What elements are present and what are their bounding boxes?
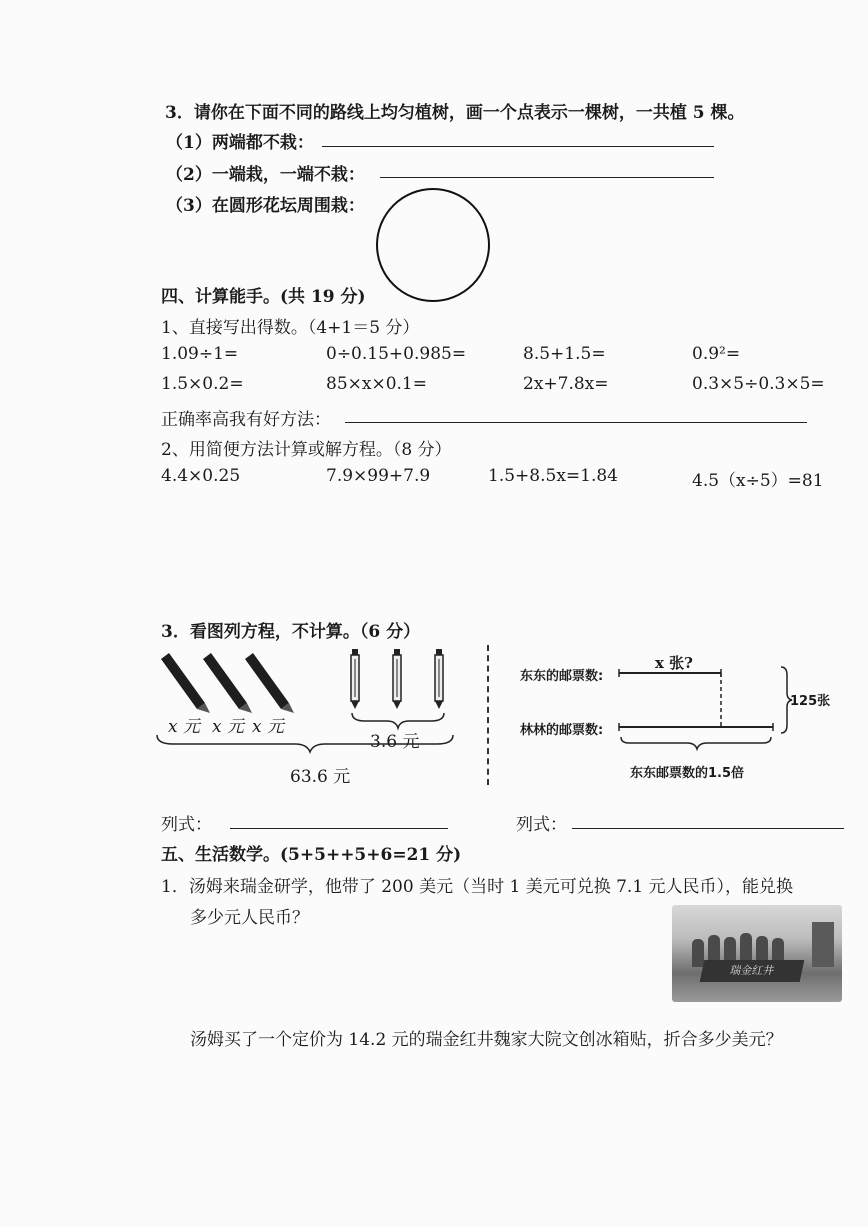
q3-item3-label: （3）在圆形花坛周围栽： — [166, 196, 365, 216]
equation-2: 7.9×99+7.9 — [326, 466, 431, 486]
direct-1-4: 0.9²= — [692, 344, 741, 364]
direct-1-1: 1.09÷1= — [161, 344, 239, 364]
figure-divider — [487, 645, 489, 785]
section5-q1-sub: 汤姆买了一个定价为 14.2 元的瑞金红井魏家大院文创冰箱贴，折合多少美元？ — [190, 1030, 783, 1050]
method-label: 正确率高我有好方法： — [161, 410, 331, 430]
pen-price-3: x 元 — [252, 717, 284, 737]
direct-1-3: 8.5+1.5= — [523, 344, 606, 364]
equation-3: 1.5+8.5x=1.84 — [488, 466, 618, 486]
diff-label: 125张 — [790, 694, 831, 709]
direct-2-4: 0.3×5÷0.3×5= — [692, 374, 825, 394]
q3-item2-label: （2）一端栽，一端不栽： — [166, 165, 365, 185]
total-price: 63.6 元 — [290, 767, 351, 787]
direct-2-3: 2x+7.8x= — [523, 374, 609, 394]
pencils-brace — [352, 713, 444, 728]
section4-part1-title: 1、直接写出得数。（4+1＝5 分） — [161, 318, 420, 338]
equation-1: 4.4×0.25 — [161, 466, 241, 486]
dongdong-label: 东东的邮票数: — [520, 669, 604, 684]
direct-1-2: 0÷0.15+0.985= — [326, 344, 467, 364]
pencil-icon — [351, 649, 359, 709]
section4-title: 四、计算能手。(共 19 分) — [161, 287, 366, 307]
stamps-line-diagram — [615, 665, 815, 755]
ruijin-photo — [672, 905, 842, 1002]
bottom-label: 东东邮票数的1.5倍 — [630, 766, 745, 781]
pencil-icon — [393, 649, 401, 709]
formula-label-left: 列式： — [161, 815, 212, 835]
photo-sign: 瑞金红井 — [700, 960, 805, 982]
formula-label-right: 列式： — [516, 815, 567, 835]
direct-2-2: 85×x×0.1= — [326, 374, 427, 394]
section5-q1-line2: 多少元人民币？ — [190, 908, 309, 928]
equation-4: 4.5（x÷5）=81 — [692, 471, 824, 491]
q3-item1-label: （1）两端都不栽： — [166, 133, 314, 153]
x-label: x 张? — [655, 654, 693, 672]
pen-price-1: x 元 — [168, 717, 200, 737]
pen-icon — [161, 653, 210, 713]
flower-bed-circle[interactable] — [376, 188, 490, 302]
q3-item1-line[interactable] — [322, 146, 714, 147]
formula-line-left[interactable] — [230, 828, 448, 829]
q3-title: 3．请你在下面不同的路线上均匀植树，画一个点表示一棵树，一共植 5 棵。 — [165, 103, 745, 123]
linlin-label: 林林的邮票数: — [520, 723, 604, 738]
pen-icon — [245, 653, 294, 713]
q3-item2-line[interactable] — [380, 177, 714, 178]
section4-part3-title: 3．看图列方程，不计算。（6 分） — [161, 622, 421, 642]
pencil-icon — [435, 649, 443, 709]
formula-line-right[interactable] — [572, 828, 844, 829]
pen-price-2: x 元 — [212, 717, 244, 737]
pencils-price: 3.6 元 — [370, 732, 420, 752]
method-answer-line[interactable] — [345, 422, 807, 423]
section5-q1-line1: 1．汤姆来瑞金研学，他带了 200 美元（当时 1 美元可兑换 7.1 元人民币），能兑换 — [161, 877, 794, 897]
section5-title: 五、生活数学。(5+5++5+6=21 分) — [161, 845, 462, 865]
pen-icon — [203, 653, 252, 713]
section4-part2-title: 2、用简便方法计算或解方程。（8 分） — [161, 440, 452, 460]
direct-2-1: 1.5×0.2= — [161, 374, 244, 394]
